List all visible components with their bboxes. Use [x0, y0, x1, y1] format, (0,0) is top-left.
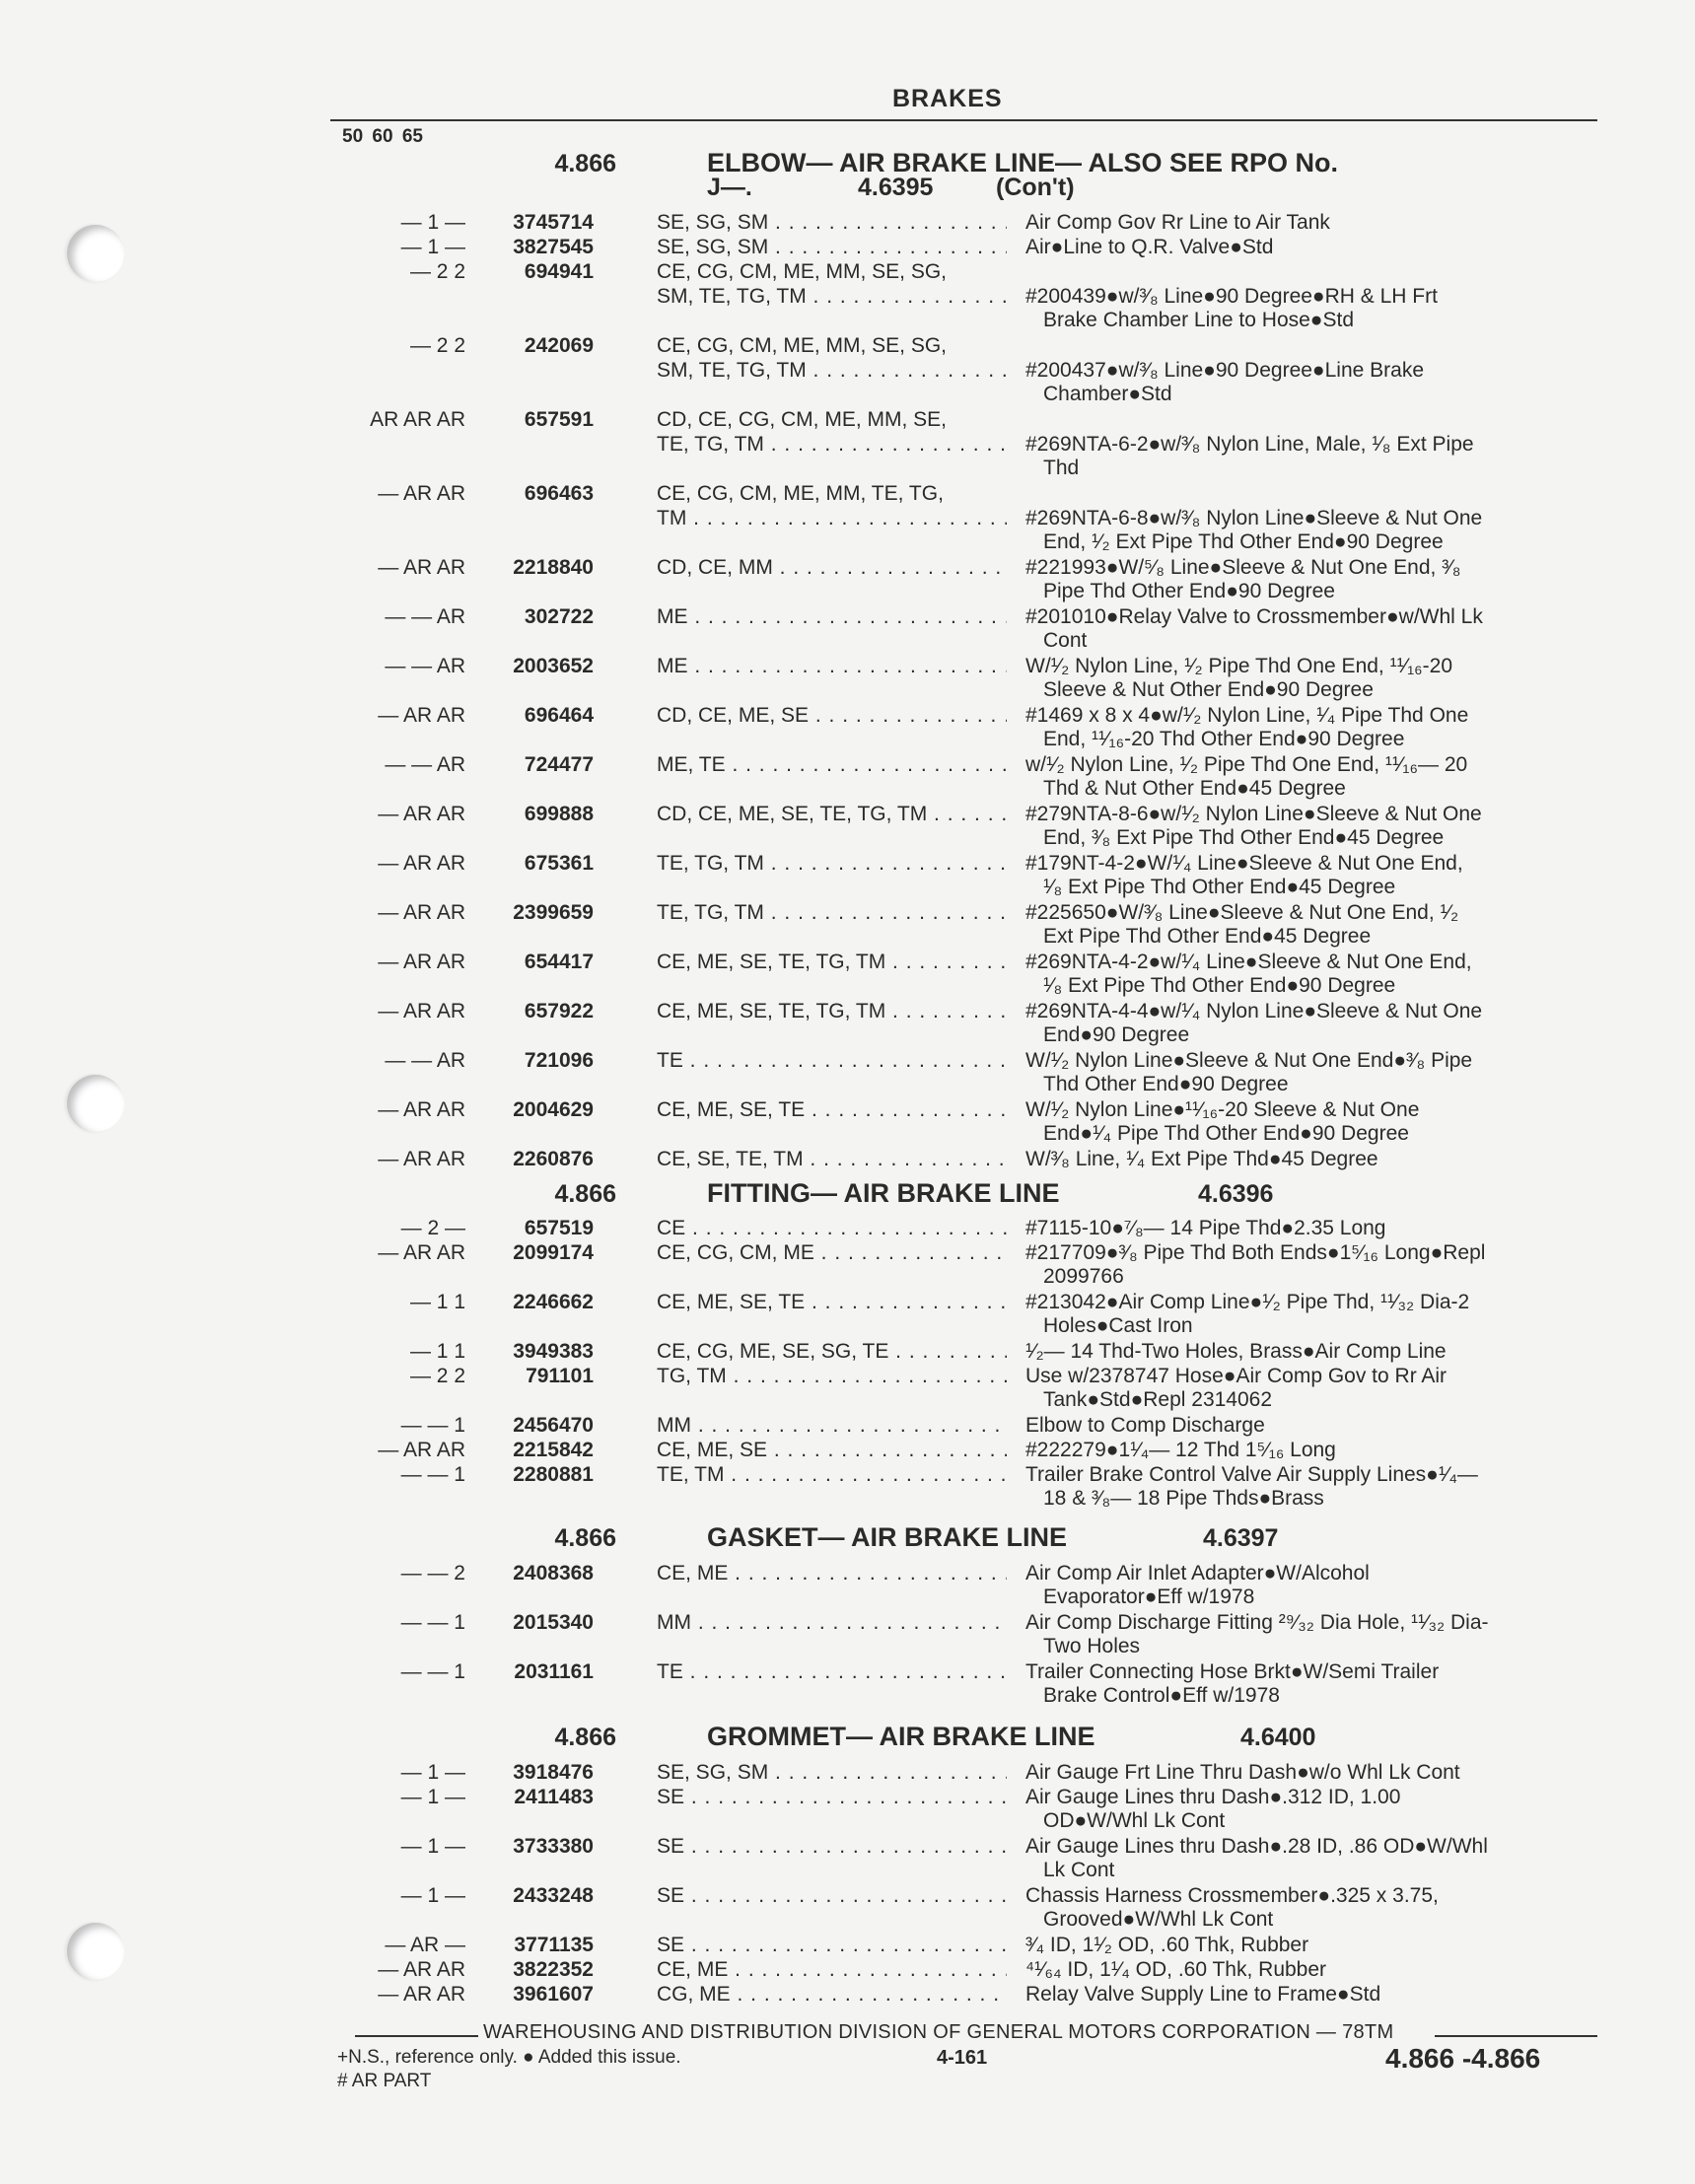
year-qty: — 1 — [400, 1786, 465, 1808]
model-codes [657, 852, 1007, 876]
description-line: Trailer Connecting Hose Brkt●W/Semi Trailer [1025, 1660, 1440, 1683]
footer-division: WAREHOUSING AND DISTRIBUTION DIVISION OF GENERAL MOTORS CORPORATION — 78TM [483, 2021, 1394, 2043]
model-codes-text: CD, CE, ME, SE [657, 704, 810, 727]
model-codes [657, 1439, 1007, 1462]
year-qty: — — AR [385, 655, 465, 677]
year-qty: — AR AR [378, 951, 465, 973]
year-qty: — AR AR [378, 901, 465, 924]
part-number: 3771135 [514, 1934, 594, 1956]
part-number: 2433248 [513, 1884, 594, 1907]
part-number: 3918476 [513, 1761, 594, 1784]
model-codes-text: CE, ME [657, 1562, 729, 1585]
part-number: 2004629 [513, 1098, 594, 1121]
part-number: 2003652 [513, 655, 594, 677]
description [1025, 1291, 1597, 1338]
part-number: 2260876 [513, 1148, 594, 1170]
model-codes [657, 803, 1007, 826]
year-qty: — AR AR [378, 556, 465, 579]
part-number: 699888 [524, 803, 594, 825]
model-codes [657, 1761, 1007, 1785]
section-title: GASKET— AIR BRAKE LINE [707, 1522, 1068, 1552]
year-qty: AR AR AR [370, 408, 465, 431]
model-codes-text: CE, ME, SE [657, 1439, 768, 1461]
model-codes [657, 605, 1007, 629]
description-line: Trailer Brake Control Valve Air Supply Lines●¹⁄₄— [1025, 1463, 1478, 1486]
part-number: 654417 [524, 951, 594, 973]
description-line: Relay Valve Supply Line to Frame●Std [1025, 1983, 1381, 2006]
model-codes-text: CE, ME, SE, TE, TG, TM [657, 951, 886, 973]
model-codes-text: TM [657, 507, 687, 529]
model-codes-text: CE, CG, CM, ME, MM, TE, TG, [657, 482, 944, 505]
description [1025, 1660, 1597, 1708]
part-number: 2031161 [514, 1660, 594, 1683]
description-line: #1469 x 8 x 4●w/¹⁄₂ Nylon Line, ¹⁄₄ Pipe Thd One [1025, 704, 1469, 727]
description [1025, 852, 1597, 899]
part-number: 696463 [524, 482, 594, 505]
description-line: #217709●³⁄₈ Pipe Thd Both Ends●1⁵⁄₁₆ Long●Repl [1025, 1241, 1486, 1264]
description [1025, 433, 1597, 480]
year-qty: — 1 — [400, 211, 465, 234]
description [1025, 1365, 1597, 1412]
year-qty: — 1 — [400, 1835, 465, 1858]
part-number: 724477 [524, 753, 594, 776]
section-ref: 4.866 [554, 1524, 616, 1552]
model-codes [657, 1934, 1007, 1957]
description [1025, 556, 1597, 603]
model-codes-text: CE [657, 1217, 686, 1239]
year-columns-heading: 50 60 65 [342, 126, 423, 147]
part-number: 3827545 [513, 236, 594, 258]
part-number: 3961607 [513, 1983, 594, 2006]
description-line: #221993●W/⁵⁄₈ Line●Sleeve & Nut One End, ³⁄₈ [1025, 556, 1461, 579]
model-codes [657, 1098, 1007, 1122]
description-line: #7115-10●⁷⁄₈— 14 Pipe Thd●2.35 Long [1025, 1217, 1386, 1239]
year-qty: — 2 2 [409, 1365, 465, 1387]
description-line: #200439●w/³⁄₈ Line●90 Degree●RH & LH Frt [1025, 285, 1438, 308]
description-line: #269NTA-4-4●w/¹⁄₄ Nylon Line●Sleeve & Nut One [1025, 1000, 1483, 1022]
model-codes-text: SM, TE, TG, TM [657, 359, 807, 382]
description [1025, 1761, 1597, 1785]
model-codes-text: CD, CE, ME, SE, TE, TG, TM [657, 803, 928, 825]
description [1025, 951, 1597, 998]
model-codes [657, 211, 1007, 235]
description-line: Use w/2378747 Hose●Air Comp Gov to Rr Air [1025, 1365, 1448, 1387]
footer-rule-left [355, 2035, 478, 2037]
model-codes [657, 1148, 1007, 1171]
description-line: Tank●Std●Repl 2314062 [1043, 1388, 1273, 1411]
year-qty: — AR AR [378, 852, 465, 875]
description-line: Sleeve & Nut Other End●90 Degree [1043, 678, 1374, 701]
model-codes-text: TE, TG, TM [657, 901, 764, 924]
section-number: 4.6395 [858, 174, 934, 201]
model-codes-text: SE [657, 1786, 685, 1808]
year-qty: — — AR [385, 605, 465, 628]
model-codes-text: MM [657, 1611, 691, 1634]
description-line: 18 & ³⁄₈— 18 Pipe Thds●Brass [1043, 1487, 1324, 1510]
description [1025, 1098, 1597, 1146]
year-qty: — — 1 [400, 1414, 465, 1437]
part-number: 302722 [524, 605, 594, 628]
description-line: Holes●Cast Iron [1043, 1314, 1193, 1337]
year-qty: — 1 1 [409, 1340, 465, 1363]
page-number: 4-161 [937, 2047, 988, 2069]
description [1025, 655, 1597, 702]
model-codes-text: SE [657, 1835, 685, 1858]
part-number: 3745714 [513, 211, 594, 234]
year-qty: — — 2 [400, 1562, 465, 1585]
description [1025, 1983, 1597, 2007]
part-number: 694941 [524, 260, 594, 283]
description [1025, 1958, 1597, 1982]
year-qty: — AR AR [378, 803, 465, 825]
description-line: ³⁄₄ ID, 1¹⁄₂ OD, .60 Thk, Rubber [1025, 1934, 1309, 1956]
description-line: #279NTA-8-6●w/¹⁄₂ Nylon Line●Sleeve & Nut One [1025, 803, 1482, 825]
model-codes-text: CE, CG, CM, ME, MM, SE, SG, [657, 334, 948, 357]
model-codes-text: MM [657, 1414, 691, 1437]
description [1025, 359, 1597, 406]
model-codes [657, 1365, 1007, 1388]
part-number: 2215842 [513, 1439, 594, 1461]
part-number: 721096 [524, 1049, 594, 1072]
description [1025, 1611, 1597, 1658]
description-line: Evaporator●Eff w/1978 [1043, 1585, 1255, 1608]
year-qty: — 2 2 [409, 260, 465, 283]
model-codes-text: CD, CE, CG, CM, ME, MM, SE, [657, 408, 948, 431]
description-line: ¹⁄₈ Ext Pipe Thd Other End●45 Degree [1043, 876, 1396, 898]
model-codes-text: TG, TM [657, 1365, 727, 1387]
model-codes-text: CE, SE, TE, TM [657, 1148, 804, 1170]
year-qty: — AR AR [378, 1000, 465, 1022]
model-codes [657, 507, 1007, 530]
model-codes [657, 1562, 1007, 1585]
model-codes [657, 359, 1007, 383]
model-codes-text: SE [657, 1884, 685, 1907]
model-codes-text: CE, CG, CM, ME [657, 1241, 814, 1264]
description-line: Thd & Nut Other End●45 Degree [1043, 777, 1346, 800]
binder-hole [67, 1075, 124, 1132]
year-qty: — — AR [385, 1049, 465, 1072]
year-qty: — AR AR [378, 1098, 465, 1121]
model-codes [657, 1611, 1007, 1635]
model-codes [657, 753, 1007, 777]
description-line: Air Gauge Frt Line Thru Dash●w/o Whl Lk Cont [1025, 1761, 1460, 1784]
year-qty: — 1 — [400, 236, 465, 258]
description [1025, 211, 1597, 235]
description-line: #225650●W/³⁄₈ Line●Sleeve & Nut One End, ¹⁄₂ [1025, 901, 1459, 924]
section-title: GROMMET— AIR BRAKE LINE [707, 1722, 1095, 1751]
description-line: W/¹⁄₂ Nylon Line●Sleeve & Nut One End●³⁄₈ Pipe [1025, 1049, 1473, 1072]
part-number: 2015340 [513, 1611, 594, 1634]
description-line: Elbow to Comp Discharge [1025, 1414, 1265, 1437]
model-codes-text: CE, ME, SE, TE [657, 1098, 806, 1121]
model-codes-text: ME [657, 605, 688, 628]
year-qty: — — AR [385, 753, 465, 776]
model-codes [657, 951, 1007, 974]
year-qty: — AR AR [378, 482, 465, 505]
model-codes [657, 704, 1007, 728]
model-codes [657, 1983, 1007, 2007]
description [1025, 605, 1597, 653]
year-qty: — AR AR [378, 1439, 465, 1461]
description-line: Pipe Thd Other End●90 Degree [1043, 580, 1335, 602]
description-line: Air●Line to Q.R. Valve●Std [1025, 236, 1274, 258]
description [1025, 1934, 1597, 1957]
part-number: 2411483 [514, 1786, 594, 1808]
model-codes [657, 236, 1007, 259]
description [1025, 753, 1597, 801]
model-codes-text: ME [657, 655, 688, 677]
model-codes [657, 260, 1007, 284]
model-codes-text: CG, ME [657, 1983, 731, 2006]
model-codes-text: CE, ME, SE, TE [657, 1291, 806, 1313]
description [1025, 803, 1597, 850]
description [1025, 236, 1597, 259]
model-codes [657, 1463, 1007, 1487]
description-line: W/¹⁄₂ Nylon Line, ¹⁄₂ Pipe Thd One End, ¹¹⁄₁₆-20 [1025, 655, 1452, 677]
year-qty: — — 1 [400, 1463, 465, 1486]
part-number: 2280881 [513, 1463, 594, 1486]
part-number: 3822352 [513, 1958, 594, 1981]
model-codes [657, 1884, 1007, 1908]
description-line: Air Gauge Lines thru Dash●.28 ID, .86 OD●W/Whl [1025, 1835, 1488, 1858]
description-line: OD●W/Whl Lk Cont [1043, 1809, 1226, 1832]
year-qty: — — 1 [400, 1611, 465, 1634]
description [1025, 901, 1597, 949]
model-codes-text: SE, SG, SM [657, 211, 769, 234]
part-number: 242069 [524, 334, 594, 357]
section-number: 4.6400 [1240, 1724, 1316, 1751]
model-codes [657, 408, 1007, 432]
year-qty: — — 1 [400, 1660, 465, 1683]
model-codes [657, 482, 1007, 506]
section-title-line2: J—. [707, 174, 752, 201]
model-codes-text: TE [657, 1660, 683, 1683]
year-qty: — AR — [385, 1934, 465, 1956]
description-line: ¹⁄₈ Ext Pipe Thd Other End●90 Degree [1043, 974, 1396, 997]
description-line: End●¹⁄₄ Pipe Thd Other End●90 Degree [1043, 1122, 1409, 1145]
model-codes-text: CE, CG, ME, SE, SG, TE [657, 1340, 889, 1363]
description-line: W/¹⁄₂ Nylon Line●¹¹⁄₁₆-20 Sleeve & Nut One [1025, 1098, 1420, 1121]
description-line: #201010●Relay Valve to Crossmember●w/Whl Lk [1025, 605, 1483, 628]
model-codes [657, 1291, 1007, 1314]
description-line: #179NT-4-2●W/¹⁄₄ Line●Sleeve & Nut One End, [1025, 852, 1463, 875]
binder-hole [67, 225, 124, 282]
part-number: 2246662 [513, 1291, 594, 1313]
part-number: 657519 [524, 1217, 594, 1239]
part-number: 2408368 [513, 1562, 594, 1585]
description-line: End, ¹⁄₂ Ext Pipe Thd Other End●90 Degree [1043, 530, 1444, 553]
description [1025, 1884, 1597, 1932]
page-range: 4.866 -4.866 [1385, 2043, 1541, 2074]
section-ref: 4.866 [554, 150, 616, 177]
description-line: Cont [1043, 629, 1088, 652]
year-qty: — AR AR [378, 1958, 465, 1981]
description-line: Chamber●Std [1043, 383, 1172, 405]
model-codes-text: CE, CG, CM, ME, MM, SE, SG, [657, 260, 948, 283]
year-qty: — 2 2 [409, 334, 465, 357]
year-qty: — 1 1 [409, 1291, 465, 1313]
footer-rule-right [1435, 2035, 1597, 2037]
description [1025, 1414, 1597, 1438]
model-codes [657, 1786, 1007, 1809]
description-line: #222279●1¹⁄₄— 12 Thd 1⁵⁄₁₆ Long [1025, 1439, 1336, 1461]
model-codes-text: CE, ME, SE, TE, TG, TM [657, 1000, 886, 1022]
description [1025, 1340, 1597, 1364]
model-codes [657, 1958, 1007, 1982]
description-line: End, ¹¹⁄₁₆-20 Thd Other End●90 Degree [1043, 728, 1405, 750]
description [1025, 507, 1597, 554]
description [1025, 1835, 1597, 1882]
part-number: 2399659 [513, 901, 594, 924]
description [1025, 1786, 1597, 1833]
description-line: Brake Chamber Line to Hose●Std [1043, 309, 1355, 331]
description [1025, 1241, 1597, 1289]
model-codes [657, 655, 1007, 678]
description-line: 2099766 [1043, 1265, 1124, 1288]
description [1025, 704, 1597, 751]
description-line: Lk Cont [1043, 1859, 1115, 1881]
part-number: 2456470 [513, 1414, 594, 1437]
section-title: FITTING— AIR BRAKE LINE [707, 1178, 1060, 1208]
description [1025, 1148, 1597, 1171]
description-line: Ext Pipe Thd Other End●45 Degree [1043, 925, 1372, 948]
description-line: End●90 Degree [1043, 1023, 1190, 1046]
part-number: 675361 [524, 852, 594, 875]
model-codes [657, 556, 1007, 580]
binder-hole [67, 1923, 124, 1980]
model-codes [657, 1241, 1007, 1265]
part-number: 2099174 [513, 1241, 594, 1264]
description-line: Air Comp Gov Rr Line to Air Tank [1025, 211, 1330, 234]
page-title: BRAKES [892, 85, 1003, 112]
model-codes-text: ME, TE [657, 753, 726, 776]
year-qty: — 2 — [400, 1217, 465, 1239]
section-number: 4.6397 [1203, 1524, 1279, 1552]
part-number: 2218840 [513, 556, 594, 579]
section-title: ELBOW— AIR BRAKE LINE— ALSO SEE RPO No. [707, 148, 1339, 177]
year-qty: — AR AR [378, 1148, 465, 1170]
description-line: #269NTA-6-2●w/³⁄₈ Nylon Line, Male, ¹⁄₈ Ext Pipe [1025, 433, 1474, 456]
description [1025, 1000, 1597, 1047]
model-codes-text: SE [657, 1934, 685, 1956]
model-codes [657, 1049, 1007, 1073]
model-codes-text: TE, TM [657, 1463, 725, 1486]
description [1025, 1049, 1597, 1096]
section-number: 4.6396 [1198, 1180, 1274, 1208]
description [1025, 1439, 1597, 1462]
part-number: 657591 [524, 408, 594, 431]
description [1025, 1562, 1597, 1609]
model-codes [657, 1660, 1007, 1684]
model-codes-text: TE, TG, TM [657, 433, 764, 456]
description-line: Chassis Harness Crossmember●.325 x 3.75, [1025, 1884, 1439, 1907]
part-number: 696464 [524, 704, 594, 727]
description-line: Two Holes [1043, 1635, 1141, 1657]
model-codes [657, 901, 1007, 925]
model-codes-text: CD, CE, MM [657, 556, 773, 579]
year-qty: — 1 — [400, 1761, 465, 1784]
description-line: Thd Other End●90 Degree [1043, 1073, 1289, 1095]
model-codes [657, 1340, 1007, 1364]
description-line: Thd [1043, 457, 1080, 479]
description-line: Air Gauge Lines thru Dash●.312 ID, 1.00 [1025, 1786, 1401, 1808]
model-codes [657, 285, 1007, 309]
description-line: #200437●w/³⁄₈ Line●90 Degree●Line Brake [1025, 359, 1425, 382]
description-line: Air Comp Discharge Fitting ²⁹⁄₃₂ Dia Hole, ¹¹⁄₃₂ Dia- [1025, 1611, 1489, 1634]
part-number: 3949383 [513, 1340, 594, 1363]
description-line: ⁴¹⁄₆₄ ID, 1¹⁄₄ OD, .60 Thk, Rubber [1025, 1958, 1327, 1981]
part-number: 791101 [526, 1365, 594, 1387]
model-codes [657, 334, 1007, 358]
description-line: Air Comp Air Inlet Adapter●W/Alcohol [1025, 1562, 1370, 1585]
description-line: W/³⁄₈ Line, ¹⁄₄ Ext Pipe Thd●45 Degree [1025, 1148, 1378, 1170]
description-line: End, ³⁄₈ Ext Pipe Thd Other End●45 Degree [1043, 826, 1445, 849]
section-continued: (Con't) [996, 174, 1075, 201]
year-qty: — 1 — [400, 1884, 465, 1907]
description-line: #269NTA-6-8●w/³⁄₈ Nylon Line●Sleeve & Nut One [1025, 507, 1483, 529]
model-codes [657, 1414, 1007, 1438]
description-line: ¹⁄₂— 14 Thd-Two Holes, Brass●Air Comp Line [1025, 1340, 1447, 1363]
part-number: 3733380 [513, 1835, 594, 1858]
year-qty: — AR AR [378, 1983, 465, 2006]
model-codes-text: SM, TE, TG, TM [657, 285, 807, 308]
header-rule [330, 119, 1597, 121]
model-codes-text: CE, ME [657, 1958, 729, 1981]
year-qty: — AR AR [378, 1241, 465, 1264]
description [1025, 1463, 1597, 1511]
description-line: #269NTA-4-2●w/¹⁄₄ Line●Sleeve & Nut One End, [1025, 951, 1472, 973]
model-codes-text: SE, SG, SM [657, 1761, 769, 1784]
model-codes [657, 1000, 1007, 1023]
year-qty: — AR AR [378, 704, 465, 727]
description-line: w/¹⁄₂ Nylon Line, ¹⁄₂ Pipe Thd One End, ¹¹⁄₁₆— 20 [1025, 753, 1468, 776]
footer-note-ar: # AR PART [337, 2071, 432, 2091]
model-codes [657, 1217, 1007, 1240]
model-codes [657, 1835, 1007, 1859]
footer-note-ns: +N.S., reference only. ● Added this issue. [337, 2047, 681, 2068]
description [1025, 285, 1597, 332]
model-codes-text: SE, SG, SM [657, 236, 769, 258]
section-ref: 4.866 [554, 1724, 616, 1751]
description-line: Brake Control●Eff w/1978 [1043, 1684, 1280, 1707]
section-ref: 4.866 [554, 1180, 616, 1208]
model-codes-text: TE, TG, TM [657, 852, 764, 875]
description-line: #213042●Air Comp Line●¹⁄₂ Pipe Thd, ¹¹⁄₃₂ Dia-2 [1025, 1291, 1470, 1313]
part-number: 657922 [524, 1000, 594, 1022]
model-codes-text: TE [657, 1049, 683, 1072]
model-codes [657, 433, 1007, 457]
description-line: Grooved●W/Whl Lk Cont [1043, 1908, 1274, 1931]
description [1025, 1217, 1597, 1240]
